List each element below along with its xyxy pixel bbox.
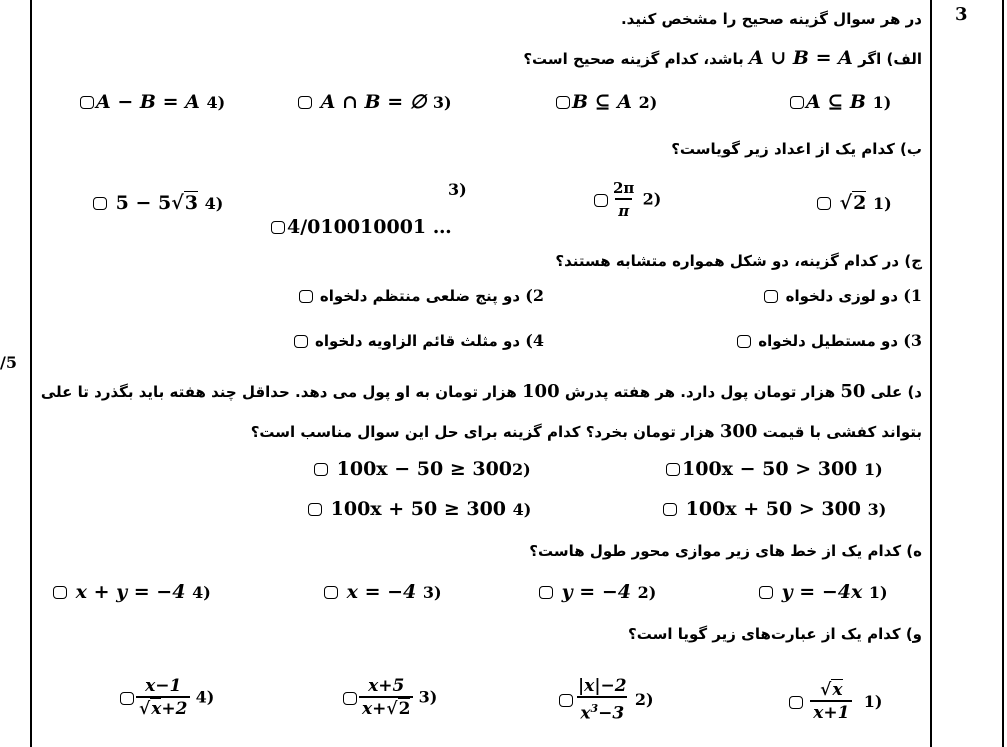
part-a-option-4[interactable]: A − B = A 4) bbox=[78, 91, 225, 113]
checkbox[interactable] bbox=[343, 692, 357, 705]
part-b-option-4[interactable]: 5 − 5√3 4) bbox=[91, 192, 223, 214]
part-f-option-3[interactable]: $\frac{x+5}{x+√2}$ 3) bbox=[341, 676, 437, 720]
checkbox[interactable] bbox=[666, 463, 680, 476]
question-number: 3 bbox=[955, 4, 968, 25]
part-a-option-1[interactable]: A ⊆ B 1) bbox=[788, 91, 891, 113]
table-border-right bbox=[1002, 0, 1004, 747]
checkbox[interactable] bbox=[556, 96, 570, 109]
part-e-option-2[interactable]: y = −4 2) bbox=[537, 581, 656, 603]
part-b-option-3[interactable]: 4/010010001 … bbox=[269, 216, 452, 238]
part-b-option-2[interactable]: $\frac{2\pi}{\pi}$ 2) bbox=[592, 178, 661, 222]
checkbox[interactable] bbox=[764, 290, 778, 303]
part-b-question: ب) کدام یک از اعداد زیر گویاست؟ bbox=[671, 140, 922, 158]
part-f-option-2[interactable]: $\frac{|x|-2}{x^3-3}$ 2) bbox=[557, 676, 654, 725]
table-border-left bbox=[30, 0, 32, 747]
instruction: در هر سوال گزینه صحیح را مشخص کنید. bbox=[620, 10, 922, 28]
part-f-question: و) کدام یک از عبارت‌های زیر گویا است؟ bbox=[628, 625, 922, 643]
checkbox[interactable] bbox=[759, 586, 773, 599]
checkbox[interactable] bbox=[594, 194, 608, 207]
part-d-option-2[interactable]: 100x − 50 ≥ 3002) bbox=[312, 458, 531, 480]
checkbox[interactable] bbox=[737, 335, 751, 348]
checkbox[interactable] bbox=[789, 696, 803, 709]
part-d-option-3[interactable]: 100x + 50 > 300 3) bbox=[661, 498, 886, 520]
part-e-option-4[interactable]: x + y = −4 4) bbox=[51, 581, 211, 603]
part-c-question: ج) در کدام گزینه، دو شکل همواره متشابه هستند؟ bbox=[555, 252, 922, 270]
checkbox[interactable] bbox=[559, 694, 573, 707]
table-border-middle bbox=[930, 0, 932, 747]
checkbox[interactable] bbox=[53, 586, 67, 599]
checkbox[interactable] bbox=[93, 197, 107, 210]
part-f-option-1[interactable]: $\frac{√x}{x+1}$ 1) bbox=[787, 680, 882, 724]
checkbox[interactable] bbox=[294, 335, 308, 348]
checkbox[interactable] bbox=[308, 503, 322, 516]
checkbox[interactable] bbox=[299, 290, 313, 303]
part-c-option-1[interactable]: 1) دو لوزی دلخواه bbox=[762, 286, 922, 305]
checkbox[interactable] bbox=[324, 586, 338, 599]
part-a-option-3[interactable]: A ∩ B = ∅ 3) bbox=[296, 91, 452, 113]
checkbox[interactable] bbox=[314, 463, 328, 476]
part-f-option-4[interactable]: $\frac{x-1}{√x+2}$ 4) bbox=[118, 676, 214, 720]
checkbox[interactable] bbox=[271, 221, 285, 234]
part-b-option-3-number: 3) bbox=[448, 180, 467, 199]
part-e-option-3[interactable]: x = −4 3) bbox=[322, 581, 442, 603]
part-d-option-4[interactable]: 100x + 50 ≥ 300 4) bbox=[306, 498, 531, 520]
part-e-question: ه) کدام یک از خط های زیر موازی محور طول هاست؟ bbox=[529, 542, 922, 560]
part-d-question-line-1: د) علی 50 هزار تومان پول دارد. هر هفته پدرش 100 هزار تومان به او پول می دهد. حداقل چند هفته باید بگذرد تا علی bbox=[40, 381, 922, 402]
checkbox[interactable] bbox=[80, 96, 94, 109]
part-e-option-1[interactable]: y = −4x 1) bbox=[757, 581, 888, 603]
checkbox[interactable] bbox=[817, 197, 831, 210]
part-c-option-3[interactable]: 3) دو مستطیل دلخواه bbox=[735, 331, 922, 350]
part-a-option-2[interactable]: B ⊆ A 2) bbox=[554, 91, 657, 113]
checkbox[interactable] bbox=[663, 503, 677, 516]
checkbox[interactable] bbox=[120, 692, 134, 705]
part-d-question-line-2: بتواند کفشی با قیمت 300 هزار تومان بخرد؟ کدام گزینه برای حل این سوال مناسب است؟ bbox=[250, 421, 922, 442]
checkbox[interactable] bbox=[790, 96, 804, 109]
checkbox[interactable] bbox=[298, 96, 312, 109]
part-a-question: الف) اگر A ∪ B = A باشد، کدام گزینه صحیح است؟ bbox=[523, 47, 922, 69]
checkbox[interactable] bbox=[539, 586, 553, 599]
part-c-option-4[interactable]: 4) دو مثلث قائم الزاویه دلخواه bbox=[292, 331, 544, 350]
part-d-option-1[interactable]: 100x − 50 > 300 1) bbox=[664, 458, 883, 480]
part-c-option-2[interactable]: 2) دو پنج ضلعی منتظم دلخواه bbox=[297, 286, 544, 305]
score: /5 bbox=[0, 353, 17, 372]
part-b-option-1[interactable]: √2 1) bbox=[815, 192, 892, 214]
